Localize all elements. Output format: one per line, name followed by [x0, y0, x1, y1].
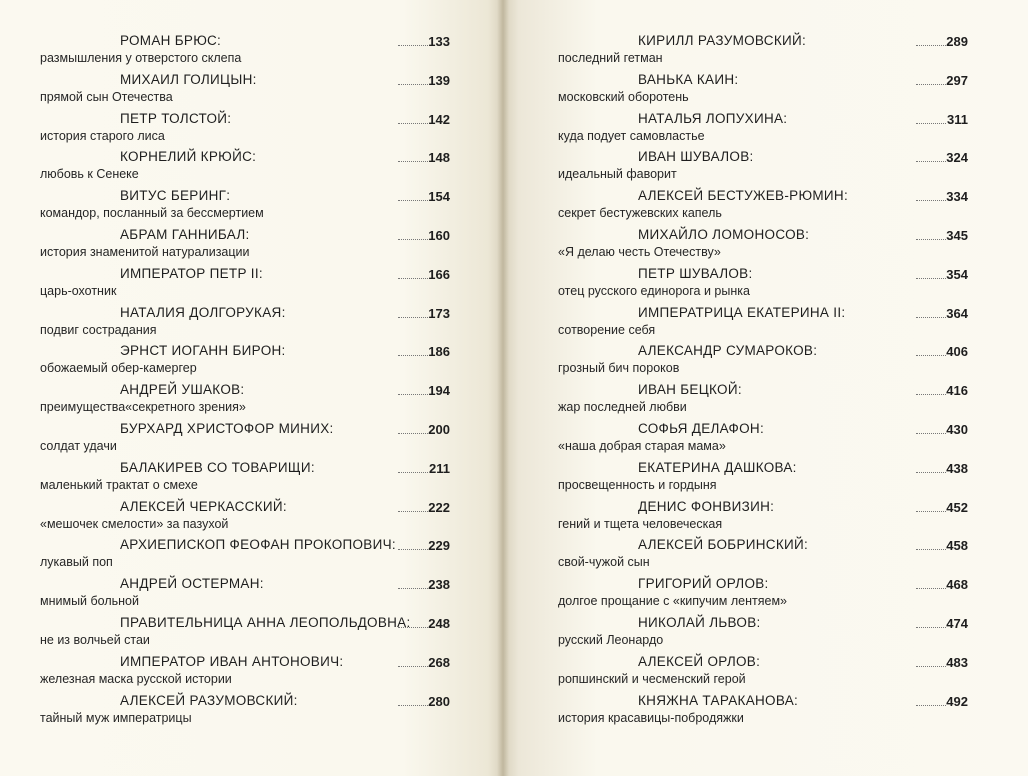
toc-entry-subtitle: история старого лиса — [40, 128, 165, 143]
toc-entry — [558, 621, 968, 686]
toc-entry-subtitle: история знаменитой натурализации — [40, 244, 250, 259]
toc-page-number: 148 — [428, 150, 450, 166]
toc-page-number: 173 — [428, 305, 450, 321]
toc-entry — [40, 660, 450, 725]
toc-entry-name: ИМПЕРАТРИЦА ЕКАТЕРИНА II: — [638, 304, 846, 320]
toc-page-number: 311 — [947, 111, 968, 127]
toc-entry-name: МИХАЙЛО ЛОМОНОСОВ: — [638, 226, 810, 242]
toc-entry — [40, 388, 450, 453]
toc-entry — [40, 194, 450, 259]
toc-page-number: 430 — [946, 421, 968, 437]
toc-page-number: 154 — [428, 189, 450, 205]
toc-dot-leader — [398, 705, 428, 706]
toc-entry-subtitle: обожаемый обер-камергер — [40, 361, 197, 376]
toc-entry — [40, 0, 450, 65]
toc-entry — [40, 116, 450, 182]
toc-page-number: 194 — [428, 383, 450, 399]
toc-entry — [40, 155, 450, 221]
toc-entry — [40, 466, 450, 531]
toc-page-number: 133 — [428, 34, 450, 49]
toc-page-number: 211 — [429, 460, 450, 476]
toc-page-number: 289 — [946, 34, 968, 49]
toc-entry — [558, 39, 968, 104]
toc-entry-name: ПЕТР ШУВАЛОВ: — [638, 265, 753, 281]
toc-page-number: 492 — [946, 693, 968, 709]
toc-page-number: 238 — [428, 577, 450, 593]
toc-entry-subtitle: секрет бестужевских капель — [558, 206, 722, 221]
toc-page-number: 474 — [946, 615, 968, 631]
toc-entry-name: АЛЕКСАНДР СУМАРОКОВ: — [638, 343, 818, 359]
toc-entry-subtitle: ропшинский и чесменский герой — [558, 671, 746, 686]
toc-entry-name: АБРАМ ГАННИБАЛ: — [120, 226, 250, 242]
toc-entry-name: ВАНЬКА КАИН: — [638, 71, 739, 87]
toc-entry-subtitle: русский Леонардо — [558, 632, 664, 647]
toc-page-number: 334 — [946, 189, 968, 205]
toc-entry-subtitle: командор, посланный за бессмертием — [40, 206, 264, 221]
toc-page-number: 458 — [946, 538, 968, 554]
toc-entry-subtitle: царь-охотник — [40, 283, 117, 298]
toc-entry-name: ВИТУС БЕРИНГ: — [120, 188, 231, 204]
toc-entry-name: БАЛАКИРЕВ СО ТОВАРИЩИ: — [120, 459, 315, 475]
toc-entry-name: АРХИЕПИСКОП ФЕОФАН ПРОКОПОВИЧ: — [120, 537, 396, 553]
toc-entry — [558, 233, 968, 298]
toc-entry-subtitle: мнимый больной — [40, 594, 139, 609]
toc-entry-subtitle: грозный бич пороков — [558, 361, 680, 376]
toc-entry — [558, 194, 968, 259]
toc-entry — [40, 233, 450, 298]
toc-entry-name: ДЕНИС ФОНВИЗИН: — [638, 498, 775, 514]
toc-entry-name: АЛЕКСЕЙ РАЗУМОВСКИЙ: — [120, 692, 298, 708]
toc-entry-subtitle: гений и тщета человеческая — [558, 516, 723, 531]
toc-page-number: 364 — [946, 305, 968, 321]
toc-entry — [40, 621, 450, 686]
toc-page-number: 297 — [946, 72, 968, 88]
toc-entry — [40, 427, 450, 492]
toc-entry-subtitle: «Я делаю честь Отечеству» — [558, 244, 721, 259]
toc-page-number: 354 — [946, 266, 968, 282]
toc-entry-subtitle: куда подует самовластье — [558, 128, 705, 143]
toc-entry — [558, 155, 968, 221]
toc-entry-name: ПРАВИТЕЛЬНИЦА АННА ЛЕОПОЛЬДОВНА: — [120, 614, 411, 630]
toc-entry — [40, 543, 450, 609]
toc-entry — [558, 310, 968, 376]
right-page — [503, 0, 1028, 776]
toc-entry-name: СОФЬЯ ДЕЛАФОН: — [638, 420, 764, 436]
toc-entry-name: ЭРНСТ ИОГАНН БИРОН: — [120, 343, 286, 359]
toc-page-number: 268 — [428, 654, 450, 670]
toc-entry-subtitle: идеальный фаворит — [558, 167, 677, 182]
toc-page-number: 229 — [428, 538, 450, 554]
toc-page-number: 166 — [428, 266, 450, 282]
toc-entry-subtitle: история красавицы-побродяжки — [558, 710, 744, 725]
toc-entry-name: АЛЕКСЕЙ БОБРИНСКИЙ: — [638, 537, 809, 553]
toc-entry-name: АНДРЕЙ УШАКОВ: — [120, 382, 245, 398]
toc-entry — [558, 504, 968, 570]
toc-entry-name: ИВАН ШУВАЛОВ: — [638, 149, 754, 165]
toc-page-number: 416 — [946, 383, 968, 399]
toc-page-number: 222 — [428, 499, 450, 515]
toc-page-number: 468 — [946, 577, 968, 593]
toc-entry — [40, 78, 450, 143]
toc-entry-name: ИВАН БЕЦКОЙ: — [638, 382, 742, 398]
toc-entry — [558, 349, 968, 415]
toc-entry-subtitle: подвиг сострадания — [40, 322, 157, 337]
toc-page-number: 160 — [428, 227, 450, 243]
toc-entry-name: ЕКАТЕРИНА ДАШКОВА: — [638, 459, 797, 475]
toc-entry-subtitle: не из волчьей стаи — [40, 632, 150, 647]
toc-page-number: 186 — [428, 344, 450, 360]
toc-entry — [558, 78, 968, 143]
left-toc-list — [40, 0, 450, 725]
toc-page-number: 139 — [428, 72, 450, 88]
toc-entry-name: ИМПЕРАТОР ПЕТР II: — [120, 265, 263, 281]
toc-entry-name: НИКОЛАЙ ЛЬВОВ: — [638, 614, 761, 630]
toc-page-number: 452 — [946, 499, 968, 515]
toc-entry-name: НАТАЛИЯ ДОЛГОРУКАЯ: — [120, 304, 286, 320]
toc-entry-name: БУРХАРД ХРИСТОФОР МИНИХ: — [120, 420, 334, 436]
toc-entry — [558, 272, 968, 337]
toc-entry-subtitle: долгое прощание с «кипучим лентяем» — [558, 594, 787, 609]
toc-entry-subtitle: московский оборотень — [558, 89, 689, 104]
toc-entry-subtitle: тайный муж императрицы — [40, 710, 192, 725]
toc-entry-subtitle: «мешочек смелости» за пазухой — [40, 516, 229, 531]
toc-page-number: 483 — [946, 654, 968, 670]
toc-page-number: 142 — [428, 111, 450, 127]
toc-entry-subtitle: «наша добрая старая мама» — [558, 438, 726, 453]
toc-entry-subtitle: преимущества«секретного зрения» — [40, 400, 246, 415]
toc-entry-name: КНЯЖНА ТАРАКАНОВА: — [638, 692, 799, 708]
toc-page-number: 438 — [946, 460, 968, 476]
toc-entry — [558, 427, 968, 492]
toc-entry-subtitle: последний гетман — [558, 51, 663, 65]
toc-entry-subtitle: сотворение себя — [558, 322, 656, 337]
toc-entry — [558, 466, 968, 531]
toc-entry-name: АЛЕКСЕЙ ОРЛОВ: — [638, 653, 761, 669]
toc-page-number: 200 — [428, 421, 450, 437]
toc-page-number: 248 — [428, 615, 450, 631]
toc-entry — [40, 39, 450, 104]
toc-entry-name: НАТАЛЬЯ ЛОПУХИНА: — [638, 110, 788, 126]
toc-entry-subtitle: свой-чужой сын — [558, 555, 650, 570]
toc-entry-name: АНДРЕЙ ОСТЕРМАН: — [120, 576, 264, 592]
toc-entry-subtitle: лукавый поп — [40, 555, 113, 570]
toc-page-number: 406 — [946, 344, 968, 360]
toc-entry — [558, 660, 968, 725]
toc-entry-name: АЛЕКСЕЙ ЧЕРКАССКИЙ: — [120, 498, 287, 514]
right-toc-list — [558, 0, 968, 725]
toc-entry-name: МИХАИЛ ГОЛИЦЫН: — [120, 71, 257, 87]
toc-entry-subtitle: железная маска русской истории — [40, 671, 232, 686]
toc-entry — [558, 0, 968, 65]
toc-entry — [40, 310, 450, 376]
toc-entry — [40, 349, 450, 415]
toc-entry — [558, 116, 968, 182]
toc-entry-name: АЛЕКСЕЙ БЕСТУЖЕВ-РЮМИН: — [638, 188, 849, 204]
toc-entry-subtitle: отец русского единорога и рынка — [558, 283, 750, 298]
toc-entry-subtitle: просвещенность и гордыня — [558, 477, 717, 492]
toc-entry — [40, 504, 450, 570]
toc-dot-leader — [916, 705, 946, 706]
toc-entry-name: ИМПЕРАТОР ИВАН АНТОНОВИЧ: — [120, 653, 344, 669]
toc-entry-name: КИРИЛЛ РАЗУМОВСКИЙ: — [638, 33, 807, 48]
toc-page-number: 324 — [946, 150, 968, 166]
toc-entry-subtitle: размышления у отверстого склепа — [40, 51, 242, 65]
toc-entry-name: РОМАН БРЮС: — [120, 33, 222, 48]
toc-entry-subtitle: прямой сын Отечества — [40, 89, 173, 104]
left-page — [0, 0, 503, 776]
toc-entry-name: КОРНЕЛИЙ КРЮЙС: — [120, 149, 257, 165]
toc-entry — [558, 582, 968, 647]
toc-entry-name: ПЕТР ТОЛСТОЙ: — [120, 110, 232, 126]
toc-entry — [558, 543, 968, 609]
toc-entry — [558, 388, 968, 453]
toc-page-number: 280 — [428, 693, 450, 709]
toc-entry-subtitle: солдат удачи — [40, 438, 117, 453]
toc-page-number: 345 — [946, 227, 968, 243]
toc-entry-subtitle: маленький трактат о смехе — [40, 477, 198, 492]
toc-entry — [40, 272, 450, 337]
toc-entry-subtitle: любовь к Сенеке — [40, 167, 139, 182]
toc-entry — [40, 582, 450, 647]
toc-entry-subtitle: жар последней любви — [558, 400, 687, 415]
toc-entry-name: ГРИГОРИЙ ОРЛОВ: — [638, 576, 769, 592]
book-gutter — [497, 0, 509, 776]
